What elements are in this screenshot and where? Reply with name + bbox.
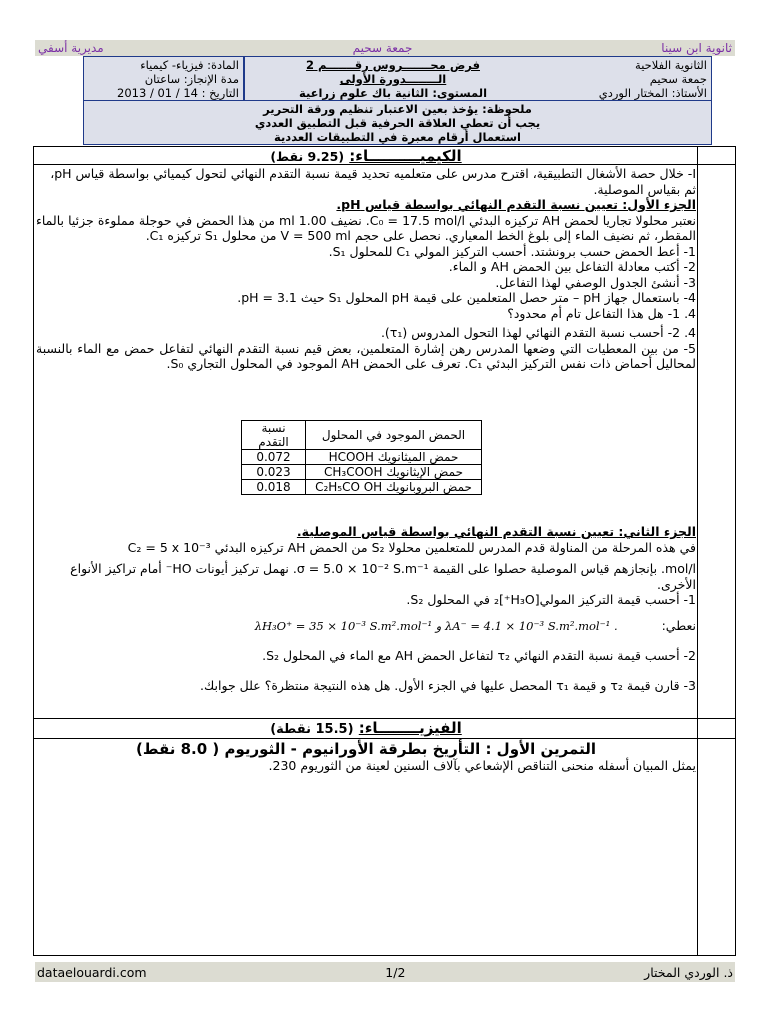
footer-author: ذ. الوردي المختار [644,964,733,980]
school-info [541,57,711,100]
part1-text: نعتبر محلولا تجاريا لحمض AH تركيزه البدئي C₀ = 17.5 mol/l. نضيف 1.00 ml من هذا الحمض في حوجلة مملوءة جزئيا بالماء المقطر، ثم نضيف الماء إلى بلوغ الخط المعياري. نحصل على حجم V = 500 ml من محلول S₁ تركيزه C₁. [36,212,697,243]
exercise-1-title: التمرين الأول : التأريخ بطرقة الأورانيوم - الثوريوم ( 8.0 نقط) [136,740,596,758]
exam-level: المستوى: الثانية باك علوم زراعية [298,86,488,100]
divider [33,738,736,739]
table-cell-ratio: 0.023 [242,465,306,480]
physics-exercise-1 [36,740,696,774]
part2-title: الجزء الثاني: تعيين نسبة التقدم النهائي بواسطة قياس الموصلية. [296,524,696,539]
given-label: نعطي: [661,617,696,633]
page-footer [35,962,735,982]
exercise-1-text: يمثل المبيان أسفله منحنى التناقص الإشعاعي بآلاف السنين لعينة من الثوريوم 230. [268,758,696,773]
note-line: ملحوظة: يؤخذ بعين الاعتبار تنظيم ورقة التحرير [263,102,532,116]
table-header-row [242,421,482,450]
table-header-acid: الحمض الموجود في المحلول [306,421,482,450]
table-cell-ratio: 0.018 [242,480,306,495]
question-4: 4- باستعمال جهاز pH – متر حصل المتعلمين على قيمة pH المحلول S₁ حيث pH = 3.1. [237,290,696,305]
exam-title: فرض محـــــــروس رقـــــــم 2 [306,58,480,72]
duration-label: مدة الإنجاز: ساعتان [144,72,239,86]
part2-question-3: 3- قارن قيمة τ₂ و قيمة τ₁ المحصل عليها في الجزء الأول. هل هذه النتيجة منتظرة؟ علل جوابك. [200,677,696,693]
teacher-name: الأستاذ: المختار الوردي [598,86,707,100]
note-line: استعمال أرقام معبرة في التطبيقات العددية [274,130,521,144]
table-cell-acid: حمض البروبانويك C₂H₅CO OH [306,480,482,495]
table-header-ratio: نسبة التقدم [242,421,306,450]
directorate-label: مديرية أسفي [38,41,104,55]
table-cell-ratio: 0.072 [242,450,306,465]
exam-session: الــــــــدورة الأولى [339,72,447,86]
part2-question-1: 1- أحسب قيمة التركيز المولي[H₃O⁺]₂ في المحلول S₂. [406,592,696,607]
question-4-1: 4. 1- هل هذا التفاعل تام أم محدود؟ [507,305,696,321]
exam-header-table [83,56,712,145]
question-5: 5- من بين المعطيات التي وضعها المدرس رهن إشارة المتعلمين، بعض قيم نسبة التقدم النهائي لتفاعل حمض مع الماء بالنسبة لمحاليل أحماض ذات نفس التركيز البدئي C₁. تعرف على الحمض AH الموجود في المحلول التجاري S₀. [36,340,696,371]
given-data-line [36,618,696,635]
physics-points: (15.5 نقطة) [270,722,354,737]
school-label: ثانوية ابن سينا [661,41,732,55]
acid-progress-table [241,420,482,495]
chemistry-title: الكيميــــــــــاء: [349,147,462,165]
school-town: جمعة سحيم [649,72,707,86]
footer-page-number: 1/2 [385,964,406,980]
commune-label: جمعة سحيم [352,41,413,55]
physics-title: الفيزيــــــــاء: [358,719,462,737]
table-cell-acid: حمض الميثانويك HCOOH [306,450,482,465]
header-bar [35,40,735,56]
exam-info [244,57,541,100]
chemistry-intro: I- خلال حصة الأشغال التطبيقية، اقترح مدرس على متعلميه تحديد قيمة نسبة التقدم النهائي لتحول كيميائي بواسطة قياس pH، ثم بقياس الموصلية. [50,166,696,197]
chemistry-part1 [36,166,696,372]
physics-section-title [36,719,696,737]
question-4-2: 4. 2- أحسب نسبة التقدم النهائي لهذا التحول المدروس (τ₁). [380,325,696,340]
margin-divider [697,146,698,956]
table-row [242,480,482,495]
part1-title: الجزء الأول: تعيين نسبة التقدم النهائي بواسطة قياس pH. [336,197,696,212]
part2-text: في هذه المرحلة من المناولة قدم المدرس للمتعلمين محلولا S₂ من الحمض AH تركيزه البدئي C₂ = 5 x 10⁻³ [127,539,696,555]
question-2: 2- أكتب معادلة التفاعل بين الحمض AH و الماء. [448,259,696,274]
subject-label: المادة: فيزياء- كيمياء [140,58,239,72]
chemistry-section-title [36,147,696,165]
part2-text: mol/l. بإنجازهم قياس الموصلية حصلوا على القيمة σ = 5.0 × 10⁻² S.m⁻¹. نهمل تركيز أيونات HO⁻ أمام تراكيز الأنواع الأخرى. [70,561,696,592]
table-row [242,450,482,465]
question-1: 1- أعط الحمض حسب برونشتد. أحسب التركيز المولي C₁ للمحلول S₁. [328,243,696,259]
footer-site: dataelouardi.com [37,964,147,980]
exam-notes [84,101,711,144]
chemistry-points: (9.25 نقط) [270,149,345,164]
school-name: الثانوية الفلاحية [635,58,707,72]
subject-info [84,57,244,100]
table-cell-acid: حمض الإيثانويك CH₃COOH [306,465,482,480]
date-label: التاريخ : 14 / 01 / 2013 [117,86,239,100]
table-row [242,465,482,480]
part2-question-2: 2- أحسب قيمة نسبة التقدم النهائي τ₂ لتفاعل الحمض AH مع الماء في المحلول S₂. [262,648,696,663]
given-formula: λH₃O⁺ = 35 × 10⁻³ S.m².mol⁻¹ و λA⁻ = 4.1 × 10⁻³ S.m².mol⁻¹ . [254,618,618,633]
question-3: 3- أنشئ الجدول الوصفي لهذا التفاعل. [495,274,696,290]
note-line: يجب أن تعطي العلاقة الحرفية قبل التطبيق العددي [254,116,541,130]
chemistry-part2 [36,524,696,693]
